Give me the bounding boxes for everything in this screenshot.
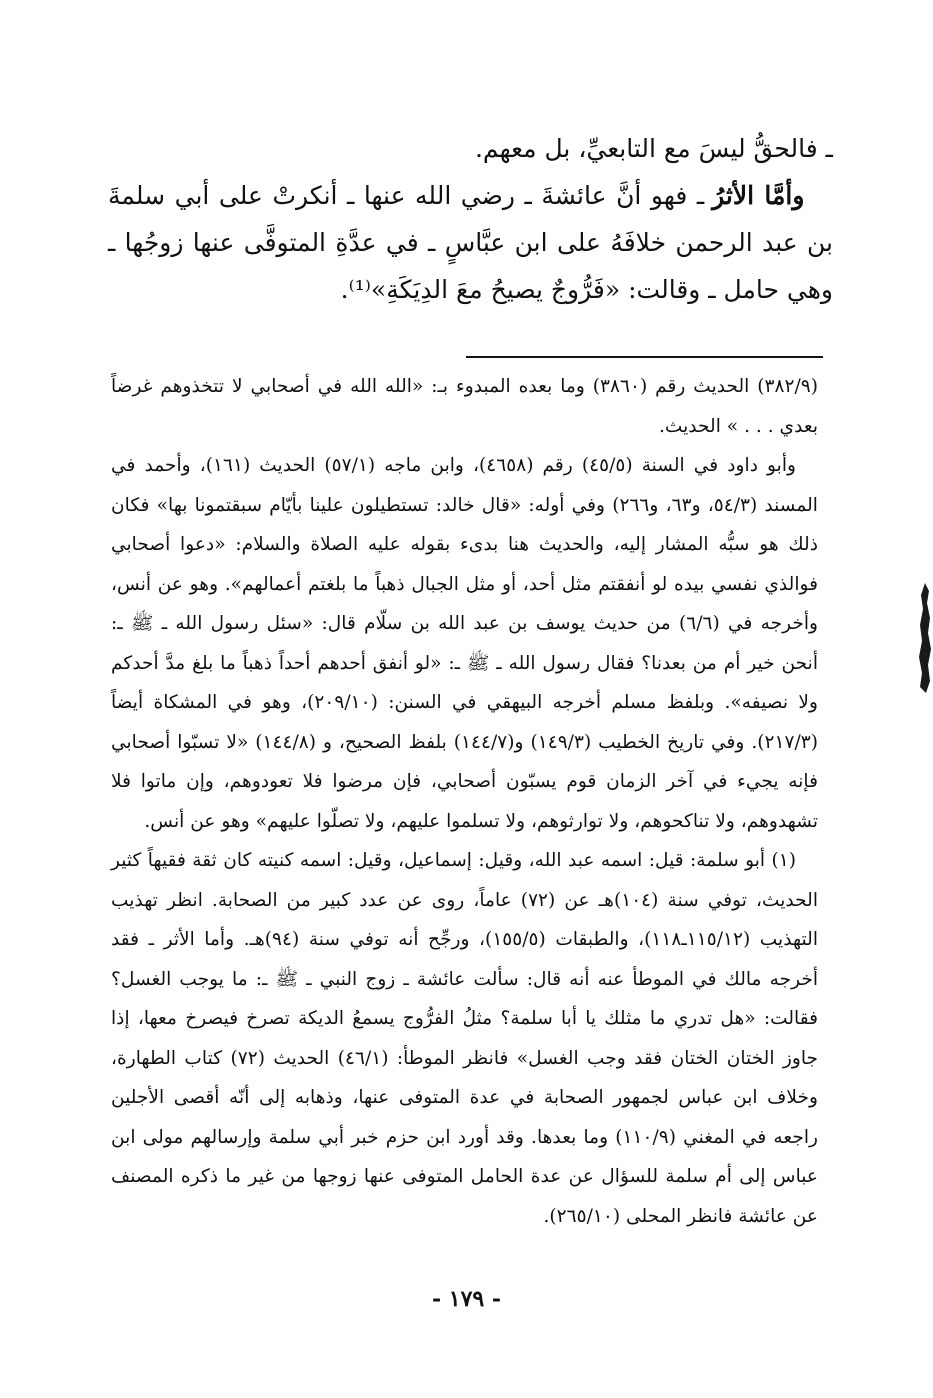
footnote-separator <box>466 356 823 358</box>
main-text <box>108 125 833 313</box>
main-paragraph-1 <box>108 125 833 172</box>
page-number: - ١٧٩ - <box>431 1286 502 1312</box>
paragraph-lead: وأمَّا الأثرُ <box>712 181 805 210</box>
paragraph-text: ـ فالحقُّ ليسَ مع التابعيِّ، بل معهم. <box>474 134 833 163</box>
paragraph-text: ـ فهو أنَّ عائشةَ ـ رضي الله عنها ـ أنكرتْ على أبي سلمةَ بن عبد الرحمن خلافَهُ على ابن عبَّاسٍ ـ في عدَّةِ المتوفَّى عنها زوجُها ـ وهي حامل ـ وقالت: «فَرُّوجٌ يصيحُ معَ الدِيَكَةِ»⁽¹⁾. <box>108 181 833 304</box>
footnote-paragraph-3: (١) أبو سلمة: قيل: اسمه عبد الله، وقيل: إسماعيل، وقيل: اسمه كنيته كان ثقة فقيهاً كثير الحديث، توفي سنة (١٠٤)هـ عن (٧٢) عاماً، روى عن عدد كبير من الصحابة. انظر تهذيب التهذيب (١١٥/١٢ـ١١٨)، والطبقات (١٥٥/٥)، ورجِّح أنه توفي سنة (٩٤)هـ. وأما الأثر ـ فقد أخرجه مالك في الموطأ عنه أنه قال: سألت عائشة ـ زوج النبي ـ ﷺ ـ: ما يوجب الغسل؟ فقالت: «هل تدري ما مثلك يا أبا سلمة؟ مثلُ الفرُّوج يسمعُ الديكة تصرخ فيصرخ معها، إذا جاوز الختان الختان فقد وجب الغسل» فانظر الموطأ: (٤٦/١) الحديث (٧٢) كتاب الطهارة، وخلاف ابن عباس لجمهور الصحابة في عدة المتوفى عنها، وذهابه إلى أنّه أقصى الأجلين راجعه في المغني (١١٠/٩) وما بعدها. وقد أورد ابن حزم خبر أبي سلمة وإرسالهم مولى ابن عباس إلى أم سلمة للسؤال عن عدة الحامل المتوفى عنها زوجها من غير ما ذكره المصنف عن عائشة فانظر المحلى (٢٦٥/١٠). <box>111 850 818 1227</box>
footnote-paragraph-2: وأبو داود في السنة (٤٥/٥) رقم (٤٦٥٨)، وابن ماجه (٥٧/١) الحديث (١٦١)، وأحمد في المسند (٥٤/٣، و٦٣، و٢٦٦) وفي أوله: «قال خالد: تستطيلون علينا بأيّام سبقتمونا بها» فكان ذلك هو سبُّه المشار إليه، والحديث هنا بدىء بقوله عليه الصلاة والسلام: «دعوا أصحابي فوالذي نفسي بيده لو أنفقتم مثل أحد، أو مثل الجبال ذهباً ما بلغتم أعمالهم». وهو عن أنس، وأخرجه في (٦/٦) من حديث يوسف بن عبد الله بن سلّام قال: «سئل رسول الله ـ ﷺ ـ: أنحن خير أم من بعدنا؟ فقال رسول الله ـ ﷺ ـ: «لو أنفق أحدهم أحداً ذهباً ما بلغ مدَّ أحدكم ولا نصيفه». وبلفظ مسلم أخرجه البيهقي في السنن: (٢٠٩/١٠)، وهو في المشكاة أيضاً (٢١٧/٣). وفي تاريخ الخطيب (١٤٩/٣) و(١٤٤/٧) بلفظ الصحيح، و (١٤٤/٨) «لا تسبّوا أصحابي فإنه يجيء في آخر الزمان قوم يسبّون أصحابي، فإن مرضوا فلا تعودوهم، وإن ماتوا فلا تشهدوهم، ولا تناكحوهم، ولا توارثوهم، ولا تسلموا عليهم، ولا تصلّوا عليهم» وهو عن أنس. <box>111 455 818 832</box>
footnotes <box>111 367 818 1236</box>
main-paragraph-2 <box>108 172 833 313</box>
page-edge-mark <box>916 583 933 693</box>
footnote-paragraph-1: (٣٨٢/٩) الحديث رقم (٣٨٦٠) وما بعده المبدوء بـ: «الله الله في أصحابي لا تتخذوهم غرضاً بعدي . . . » الحديث. <box>111 376 818 437</box>
